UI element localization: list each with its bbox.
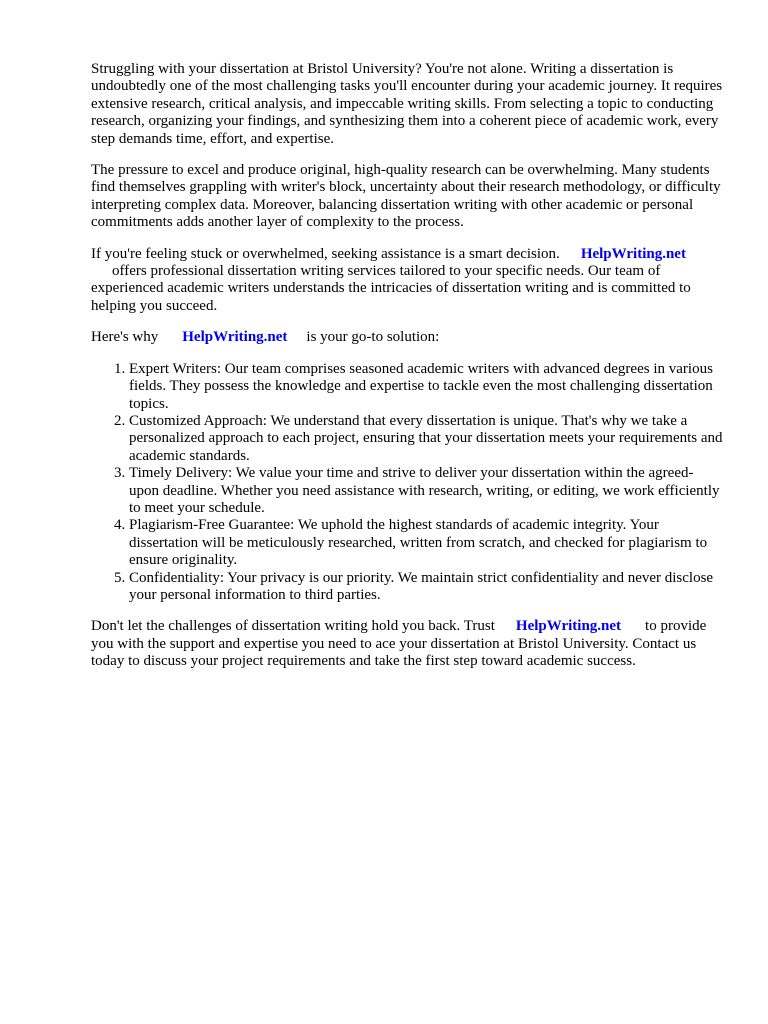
helpwriting-link-2[interactable]: HelpWriting.net	[182, 329, 288, 346]
list-item: 4. Plagiarism-Free Guarantee: We uphold the highest standards of academic integrity. Your dissertation will be meticulously researched, written from scratch, and checked for plagiarism to ensure originality.	[129, 517, 723, 569]
why-text-before: Here's why	[91, 329, 159, 346]
list-item: 2. Customized Approach: We understand that every dissertation is unique. That's why we take a personalized approach to each project, ensuring that your dissertation meets your requirements and academic standards.	[129, 413, 723, 465]
assistance-text-before: If you're feeling stuck or overwhelmed, seeking assistance is a smart decision.	[91, 245, 560, 262]
assistance-text-after: offers professional dissertation writing services tailored to your specific needs. Our team of experienced academic writers understands the intricacies of dissertation writing and is committed to helping you succeed.	[91, 263, 691, 314]
document-body	[91, 61, 723, 685]
why-text-after: is your go-to solution:	[306, 329, 440, 346]
list-item: 3. Timely Delivery: We value your time and strive to deliver your dissertation within the agreed-upon deadline. Whether you need assistance with research, writing, or editing, we work efficiently to meet your schedule.	[129, 465, 723, 517]
list-item: 5. Confidentiality: Your privacy is our priority. We maintain strict confidentiality and never disclose your personal information to third parties.	[129, 570, 723, 605]
closing-text-before: Don't let the challenges of dissertation writing hold you back. Trust	[91, 618, 495, 635]
closing-text-after: to provide you with the support and expertise you need to ace your dissertation at Bristol University. Contact us today to discuss your project requirements and take the first step toward academic success.	[91, 618, 707, 670]
list-item: 1. Expert Writers: Our team comprises seasoned academic writers with advanced degrees in various fields. They possess the knowledge and expertise to tackle even the most challenging dissertation topics.	[129, 361, 723, 413]
helpwriting-link-3[interactable]: HelpWriting.net	[515, 618, 622, 635]
assistance-paragraph	[91, 246, 723, 316]
benefits-list	[91, 361, 723, 605]
why-paragraph	[91, 329, 723, 346]
closing-paragraph	[91, 618, 723, 670]
pressure-paragraph: The pressure to excel and produce original, high-quality research can be overwhelming. Many students find themselves grappling with writer's block, uncertainty about their research methodology, or difficulty interpreting complex data. Moreover, balancing dissertation writing with other academic or personal commitments adds another layer of complexity to the process.	[91, 162, 721, 231]
intro-paragraph: Struggling with your dissertation at Bristol University? You're not alone. Writing a dissertation is undoubtedly one of the most challenging tasks you'll encounter during your academic journey. It requires extensive research, critical analysis, and impeccable writing skills. From selecting a topic to conducting research, organizing your findings, and synthesizing them into a coherent piece of academic work, every step demands time, effort, and expertise.	[91, 61, 723, 147]
helpwriting-link-1[interactable]: HelpWriting.net	[580, 245, 686, 262]
